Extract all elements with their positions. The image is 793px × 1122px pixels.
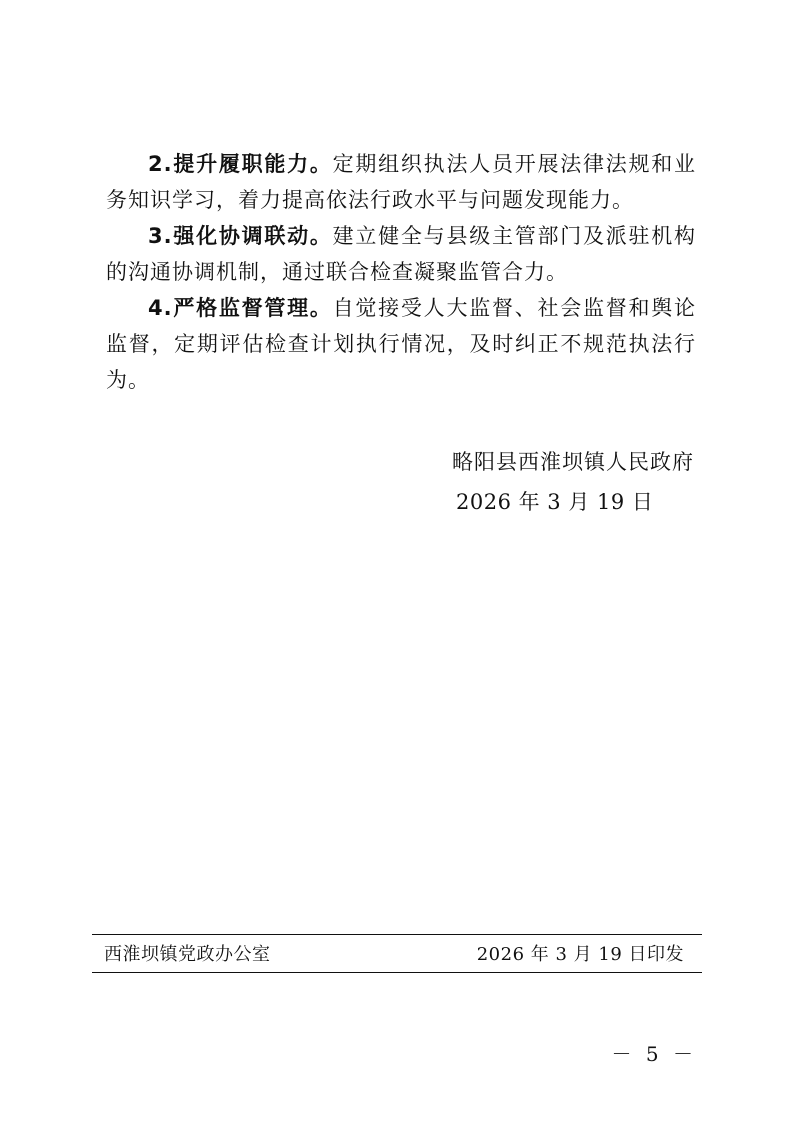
issuance-footer	[104, 940, 684, 970]
paragraph-text: 定期组织执法人员开展法律法规和业务知识学习，着力提高依法行政水平与问题发现能力。	[106, 152, 697, 212]
page-number: － 5 －	[611, 1042, 697, 1066]
paragraph-heading: 4.严格监督管理。	[148, 296, 333, 320]
signature-organization: 略阳县西淮坝镇人民政府	[452, 450, 694, 474]
paragraph-heading: 3.强化协调联动。	[148, 224, 333, 248]
footer-issuer: 西淮坝镇党政办公室	[104, 944, 271, 965]
paragraph-supervision	[106, 290, 696, 398]
paragraph-heading: 2.提升履职能力。	[148, 152, 333, 176]
document-body	[106, 146, 696, 398]
paragraph-capability	[106, 146, 696, 218]
signature-block	[452, 442, 712, 522]
footer-issue-date: 2026 年 3 月 19 日印发	[476, 944, 684, 965]
footer-top-rule	[92, 934, 702, 935]
footer-bottom-rule	[92, 972, 702, 973]
paragraph-text: 自觉接受人大监督、社会监督和舆论监督，定期评估检查计划执行情况，及时纠正不规范执法行为。	[106, 296, 697, 392]
signature-date: 2026 年 3 月 19 日	[456, 490, 654, 514]
paragraph-coordination	[106, 218, 696, 290]
paragraph-text: 建立健全与县级主管部门及派驻机构的沟通协调机制，通过联合检查凝聚监管合力。	[106, 224, 697, 284]
